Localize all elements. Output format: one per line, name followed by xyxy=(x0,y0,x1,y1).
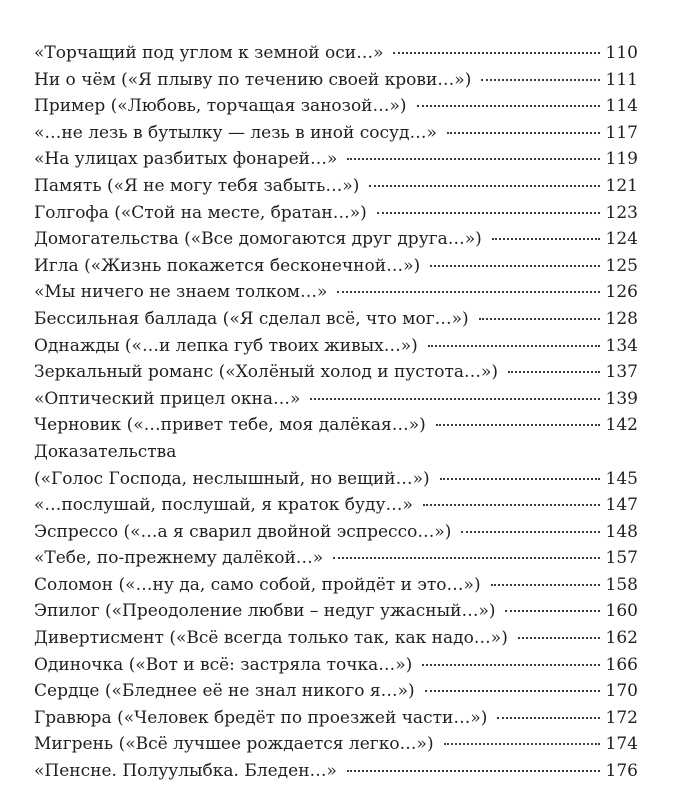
toc-entry-page-number: 139 xyxy=(605,388,638,409)
toc-entry-title: Черновик («…привет тебе, моя далёкая…») xyxy=(34,415,426,436)
toc-entry-title: «Тебе, по-прежнему далёкой…» xyxy=(34,548,324,569)
toc-entry-page-number: 160 xyxy=(605,601,638,622)
toc-entry-page-number: 123 xyxy=(605,202,638,223)
dot-leader xyxy=(337,291,599,293)
toc-entry-page-number: 117 xyxy=(605,122,638,143)
dot-leader xyxy=(481,79,599,81)
toc-entry-title: «Пенсне. Полуулыбка. Бледен…» xyxy=(34,761,337,782)
toc-entry xyxy=(34,758,638,785)
dot-leader xyxy=(425,690,600,692)
toc-entry-title: («Голос Господа, неслышный, но вещий…») xyxy=(34,468,430,489)
dot-leader xyxy=(461,531,599,533)
toc-entry xyxy=(34,731,638,758)
dot-leader xyxy=(393,52,599,54)
dot-leader xyxy=(428,345,600,347)
toc-entry xyxy=(34,67,638,94)
toc-entry-page-number: 145 xyxy=(605,468,638,489)
dot-leader xyxy=(430,265,599,267)
table-of-contents xyxy=(34,40,638,785)
dot-leader xyxy=(333,557,599,559)
toc-entry-page-number: 148 xyxy=(605,521,638,542)
toc-entry-title: Эспрессо («…а я сварил двойной эспрессо…») xyxy=(34,521,452,542)
toc-entry xyxy=(34,519,638,546)
toc-entry-title: «…не лезь в бутылку — лезь в иной сосуд…» xyxy=(34,122,437,143)
dot-leader xyxy=(369,185,599,187)
toc-entry xyxy=(34,492,638,519)
toc-entry-title: Бессильная баллада («Я сделал всё, что мог…») xyxy=(34,308,469,329)
dot-leader xyxy=(423,504,600,506)
toc-entry-page-number: 124 xyxy=(605,229,638,250)
toc-entry-title: Игла («Жизнь покажется бесконечной…») xyxy=(34,255,421,276)
toc-entry-title: Пример («Любовь, торчащая занозой…») xyxy=(34,96,407,117)
toc-entry-page-number: 134 xyxy=(605,335,638,356)
toc-entry xyxy=(34,226,638,253)
toc-entry xyxy=(34,359,638,386)
toc-entry-title: Домогательства («Все домогаются друг друга…») xyxy=(34,229,482,250)
toc-entry xyxy=(34,572,638,599)
toc-entry-title: Мигрень («Всё лучшее рождается легко…») xyxy=(34,734,434,755)
dot-leader xyxy=(444,743,600,745)
toc-entry-page-number: 119 xyxy=(605,149,638,170)
toc-entry-title: Гравюра («Человек бредёт по проезжей части…») xyxy=(34,707,488,728)
toc-entry xyxy=(34,678,638,705)
toc-entry-title: Однажды («…и лепка губ твоих живых…») xyxy=(34,335,418,356)
toc-entry xyxy=(34,200,638,227)
toc-entry xyxy=(34,146,638,173)
dot-leader xyxy=(440,478,600,480)
dot-leader xyxy=(422,664,599,666)
toc-entry-page-number: 170 xyxy=(605,681,638,702)
dot-leader xyxy=(310,398,599,400)
toc-entry-title: Дивертисмент («Всё всегда только так, как надо…») xyxy=(34,628,508,649)
toc-entry xyxy=(34,439,638,466)
dot-leader xyxy=(347,158,599,160)
toc-entry-title: Одиночка («Вот и всё: застряла точка…») xyxy=(34,654,413,675)
toc-entry-title: Сердце («Бледнее её не знал никого я…») xyxy=(34,681,415,702)
toc-entry-title: «Оптический прицел окна…» xyxy=(34,388,301,409)
toc-entry xyxy=(34,40,638,67)
toc-entry-title: Ни о чём («Я плыву по течению своей крови…») xyxy=(34,69,472,90)
toc-entry xyxy=(34,279,638,306)
toc-entry-title: Доказательства xyxy=(34,441,177,462)
toc-entry-page-number: 172 xyxy=(605,707,638,728)
toc-entry-page-number: 147 xyxy=(605,495,638,516)
toc-entry xyxy=(34,652,638,679)
toc-entry-title: «На улицах разбитых фонарей…» xyxy=(34,149,338,170)
toc-entry xyxy=(34,120,638,147)
toc-entry-title: «Мы ничего не знаем толком…» xyxy=(34,282,328,303)
dot-leader xyxy=(479,318,600,320)
toc-entry-page-number: 121 xyxy=(605,175,638,196)
toc-entry-title: Память («Я не могу тебя забыть…») xyxy=(34,175,360,196)
dot-leader xyxy=(492,238,600,240)
dot-leader xyxy=(505,610,599,612)
toc-entry-page-number: 174 xyxy=(605,734,638,755)
toc-entry xyxy=(34,93,638,120)
toc-entry xyxy=(34,386,638,413)
toc-entry-page-number: 166 xyxy=(605,654,638,675)
toc-entry-title: Зеркальный романс («Холёный холод и пустота…») xyxy=(34,362,499,383)
toc-entry-title: «…послушай, послушай, я краток буду…» xyxy=(34,495,413,516)
toc-entry-page-number: 162 xyxy=(605,628,638,649)
toc-entry xyxy=(34,333,638,360)
toc-entry xyxy=(34,173,638,200)
toc-entry xyxy=(34,545,638,572)
toc-entry-page-number: 111 xyxy=(605,69,638,90)
toc-entry xyxy=(34,705,638,732)
dot-leader xyxy=(436,424,600,426)
toc-entry xyxy=(34,625,638,652)
toc-entry xyxy=(34,253,638,280)
toc-entry xyxy=(34,306,638,333)
dot-leader xyxy=(497,717,599,719)
toc-entry-page-number: 125 xyxy=(605,255,638,276)
dot-leader xyxy=(518,637,600,639)
dot-leader xyxy=(347,770,600,772)
toc-entry-page-number: 110 xyxy=(605,43,638,63)
toc-entry-page-number: 114 xyxy=(605,96,638,117)
dot-leader xyxy=(447,132,600,134)
toc-entry-page-number: 176 xyxy=(605,761,638,782)
toc-entry xyxy=(34,598,638,625)
dot-leader xyxy=(377,212,600,214)
toc-entry-page-number: 158 xyxy=(605,574,638,595)
toc-entry-page-number: 157 xyxy=(605,548,638,569)
toc-entry xyxy=(34,412,638,439)
toc-entry-page-number: 128 xyxy=(605,308,638,329)
toc-entry-title: Эпилог («Преодоление любви – недуг ужасный…») xyxy=(34,601,496,622)
toc-entry-page-number: 137 xyxy=(605,362,638,383)
toc-entry-title: Голгофа («Стой на месте, братан…») xyxy=(34,202,367,223)
dot-leader xyxy=(508,371,600,373)
dot-leader xyxy=(417,105,600,107)
toc-entry-page-number: 126 xyxy=(605,282,638,303)
toc-entry xyxy=(34,466,638,493)
toc-entry-title: «Торчащий под углом к земной оси…» xyxy=(34,43,384,63)
toc-entry-page-number: 142 xyxy=(605,415,638,436)
toc-entry-title: Соломон («…ну да, само собой, пройдёт и это…») xyxy=(34,574,481,595)
dot-leader xyxy=(491,584,600,586)
